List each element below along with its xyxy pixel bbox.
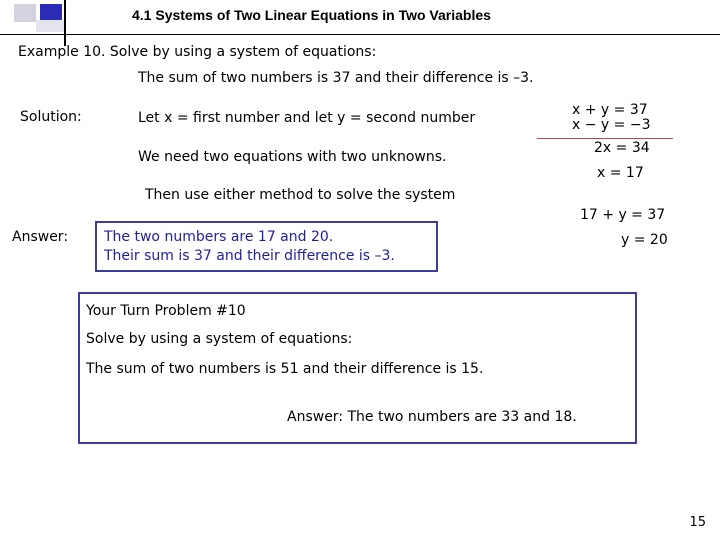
answer-line-2: Their sum is 37 and their difference is –3. [104,248,395,264]
equation-1: x + y = 37 [572,102,648,118]
need-statement: We need two equations with two unknowns. [138,149,447,165]
page-number: 15 [689,515,706,530]
slide-title: 4.1 Systems of Two Linear Equations in Two Variables [132,7,491,23]
example-problem: The sum of two numbers is 37 and their difference is –3. [138,70,534,86]
title-rule [0,34,720,35]
deco-vertical-line [64,0,66,46]
solution-label: Solution: [20,109,82,125]
substitution-equation: 17 + y = 37 [580,207,666,223]
your-turn-problem: The sum of two numbers is 51 and their difference is 15. [86,361,484,377]
corner-decoration [0,0,80,34]
your-turn-answer: Answer: The two numbers are 33 and 18. [287,409,577,425]
addition-divider [537,138,673,139]
let-statement: Let x = first number and let y = second number [138,110,476,126]
deco-square-gray [14,4,36,22]
sum-equation: 2x = 34 [594,140,650,156]
equation-2: x − y = −3 [572,117,651,133]
x-solution: x = 17 [597,165,644,181]
y-solution: y = 20 [621,232,668,248]
your-turn-title: Your Turn Problem #10 [86,303,246,319]
example-heading: Example 10. Solve by using a system of equations: [18,44,377,60]
answer-label: Answer: [12,229,69,245]
your-turn-instruction: Solve by using a system of equations: [86,331,353,347]
method-statement: Then use either method to solve the system [145,187,456,203]
answer-line-1: The two numbers are 17 and 20. [104,229,334,245]
deco-square-light [36,20,66,32]
